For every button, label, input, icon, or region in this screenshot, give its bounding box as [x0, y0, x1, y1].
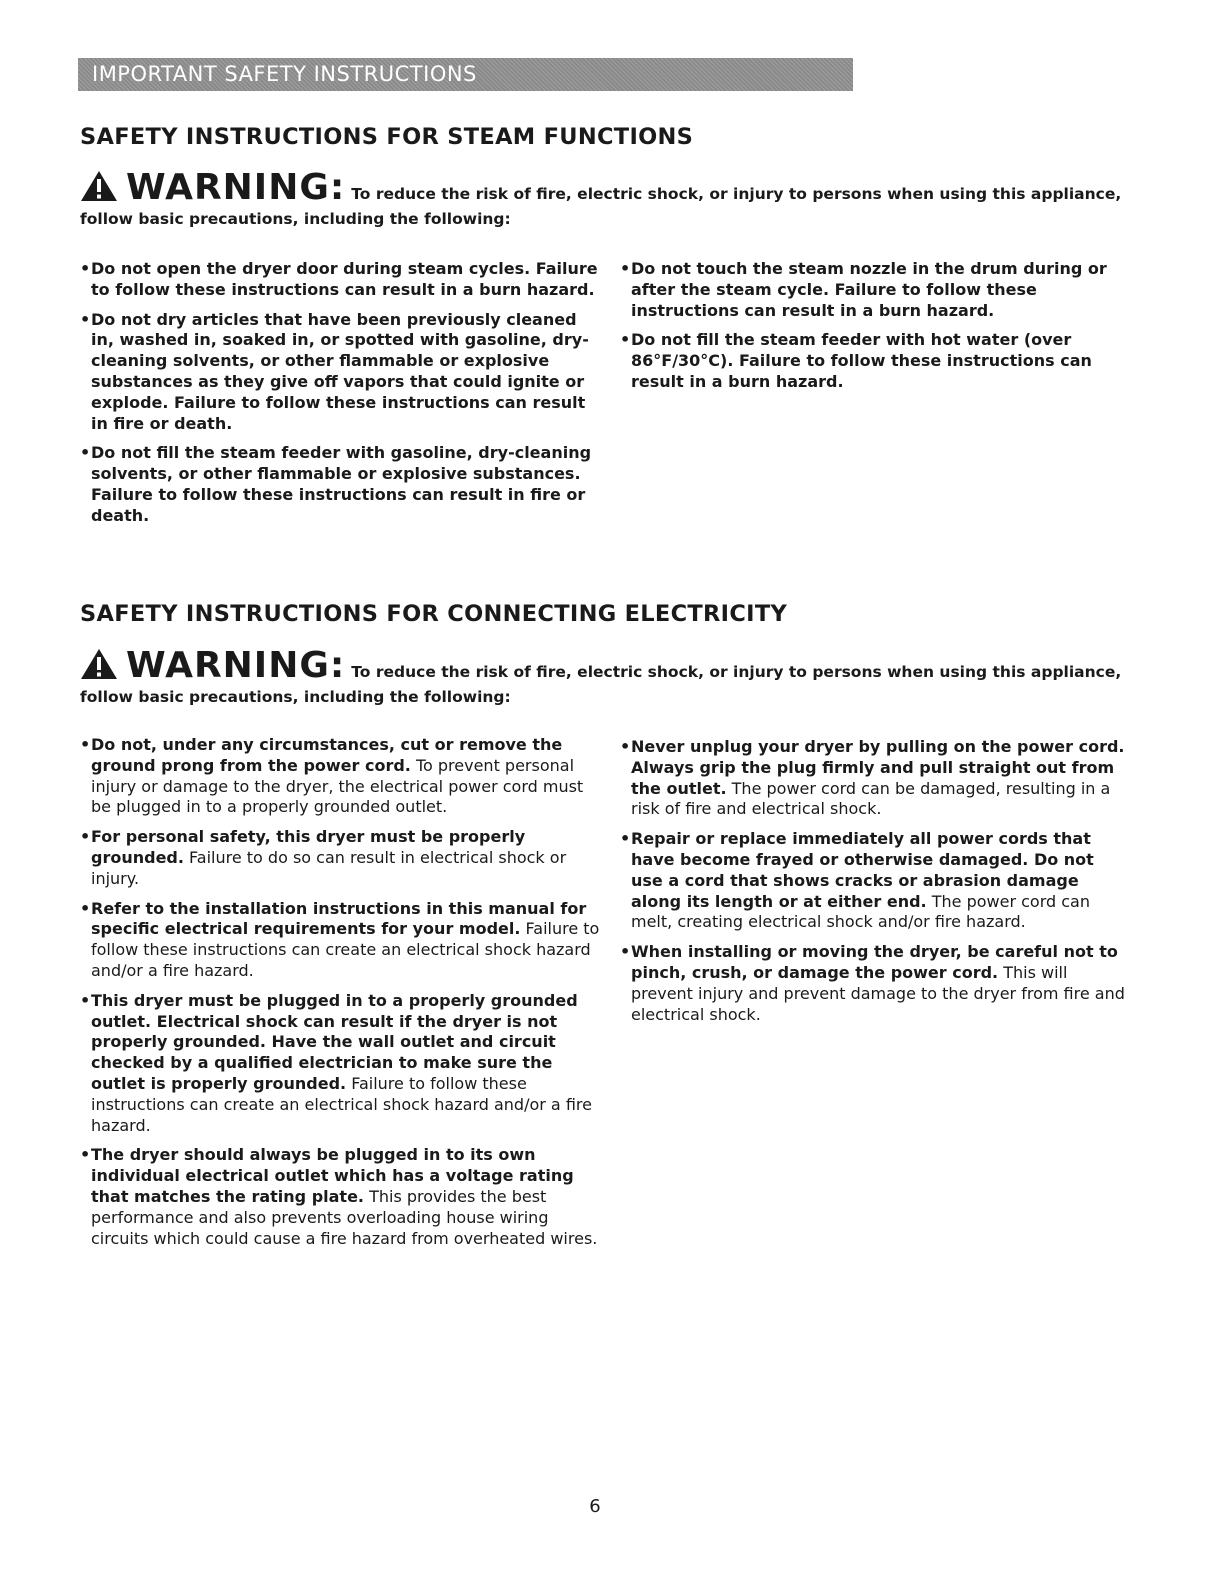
list-item: • This dryer must be plugged in to a properly grounded outlet. Electrical shock can result if the dryer is not properly grounded. Have the wall outlet and circuit checked by a qualified electrician to make sure the outlet is properly grounded. Failure to follow these instructions can create an electrical shock hazard and/or a fire hazard.	[80, 991, 600, 1137]
warning-text: To reduce the risk of fire, electric shock, or injury to persons when using this appliance,	[351, 663, 1122, 681]
electricity-left-list	[80, 735, 600, 1258]
list-item: • The dryer should always be plugged in to its own individual electrical outlet which has a voltage rating that matches the rating plate. This provides the best performance and also prevents overloading house wiring circuits which could cause a fire hazard from overheated wires.	[80, 1145, 600, 1249]
section-banner: IMPORTANT SAFETY INSTRUCTIONS	[78, 58, 853, 91]
warning-word: WARNING:	[126, 645, 346, 686]
warning-triangle-icon	[80, 170, 118, 208]
page-number: 6	[589, 1496, 601, 1517]
warning-text: To reduce the risk of fire, electric shock, or injury to persons when using this appliance,	[351, 185, 1122, 203]
list-item: • Do not fill the steam feeder with hot water (over 86°F/30°C). Failure to follow these instructions can result in a burn hazard.	[620, 330, 1125, 392]
list-item: • Do not fill the steam feeder with gasoline, dry-cleaning solvents, or other flammable or explosive substances. Failure to follow these instructions can result in fire or death.	[80, 443, 600, 526]
list-item: • Do not dry articles that have been previously cleaned in, washed in, soaked in, or spotted with gasoline, dry-cleaning solvents, or other flammable or explosive substances as they give off vapors that could ignite or explode. Failure to follow these instructions can result in fire or death.	[80, 310, 600, 435]
steam-left-list	[80, 259, 600, 536]
list-item: • Repair or replace immediately all power cords that have become frayed or otherwise damaged. Do not use a cord that shows cracks or abrasion damage along its length or at either end. The power cord can melt, creating electrical shock and/or fire hazard.	[620, 829, 1125, 933]
section-heading-electricity: SAFETY INSTRUCTIONS FOR CONNECTING ELECTRICITY	[80, 601, 788, 627]
warning-triangle-icon	[80, 648, 118, 686]
list-item: • For personal safety, this dryer must be properly grounded. Failure to do so can result in electrical shock or injury.	[80, 827, 600, 889]
section-heading-steam: SAFETY INSTRUCTIONS FOR STEAM FUNCTIONS	[80, 124, 694, 150]
warning-word: WARNING:	[126, 167, 346, 208]
steam-right-list	[620, 259, 1125, 402]
list-item: • Do not open the dryer door during steam cycles. Failure to follow these instructions can result in a burn hazard.	[80, 259, 600, 301]
warning-line	[80, 167, 1140, 208]
list-item: • Do not touch the steam nozzle in the drum during or after the steam cycle. Failure to follow these instructions can result in a burn hazard.	[620, 259, 1125, 321]
warning-line	[80, 645, 1140, 686]
electricity-right-list	[620, 737, 1125, 1034]
list-item: • Never unplug your dryer by pulling on the power cord. Always grip the plug firmly and pull straight out from the outlet. The power cord can be damaged, resulting in a risk of fire and electrical shock.	[620, 737, 1125, 820]
warning-steam	[80, 167, 1140, 230]
list-item: • Refer to the installation instructions in this manual for specific electrical requirements for your model. Failure to follow these instructions can create an electrical shock hazard and/or a fire hazard.	[80, 899, 600, 982]
warning-text-line2: follow basic precautions, including the following:	[80, 688, 511, 706]
warning-text-line2: follow basic precautions, including the following:	[80, 210, 511, 228]
list-item: • When installing or moving the dryer, be careful not to pinch, crush, or damage the power cord. This will prevent injury and prevent damage to the dryer from fire and electrical shock.	[620, 942, 1125, 1025]
warning-electricity	[80, 645, 1140, 708]
list-item: • Do not, under any circumstances, cut or remove the ground prong from the power cord. To prevent personal injury or damage to the dryer, the electrical power cord must be plugged in to a properly grounded outlet.	[80, 735, 600, 818]
